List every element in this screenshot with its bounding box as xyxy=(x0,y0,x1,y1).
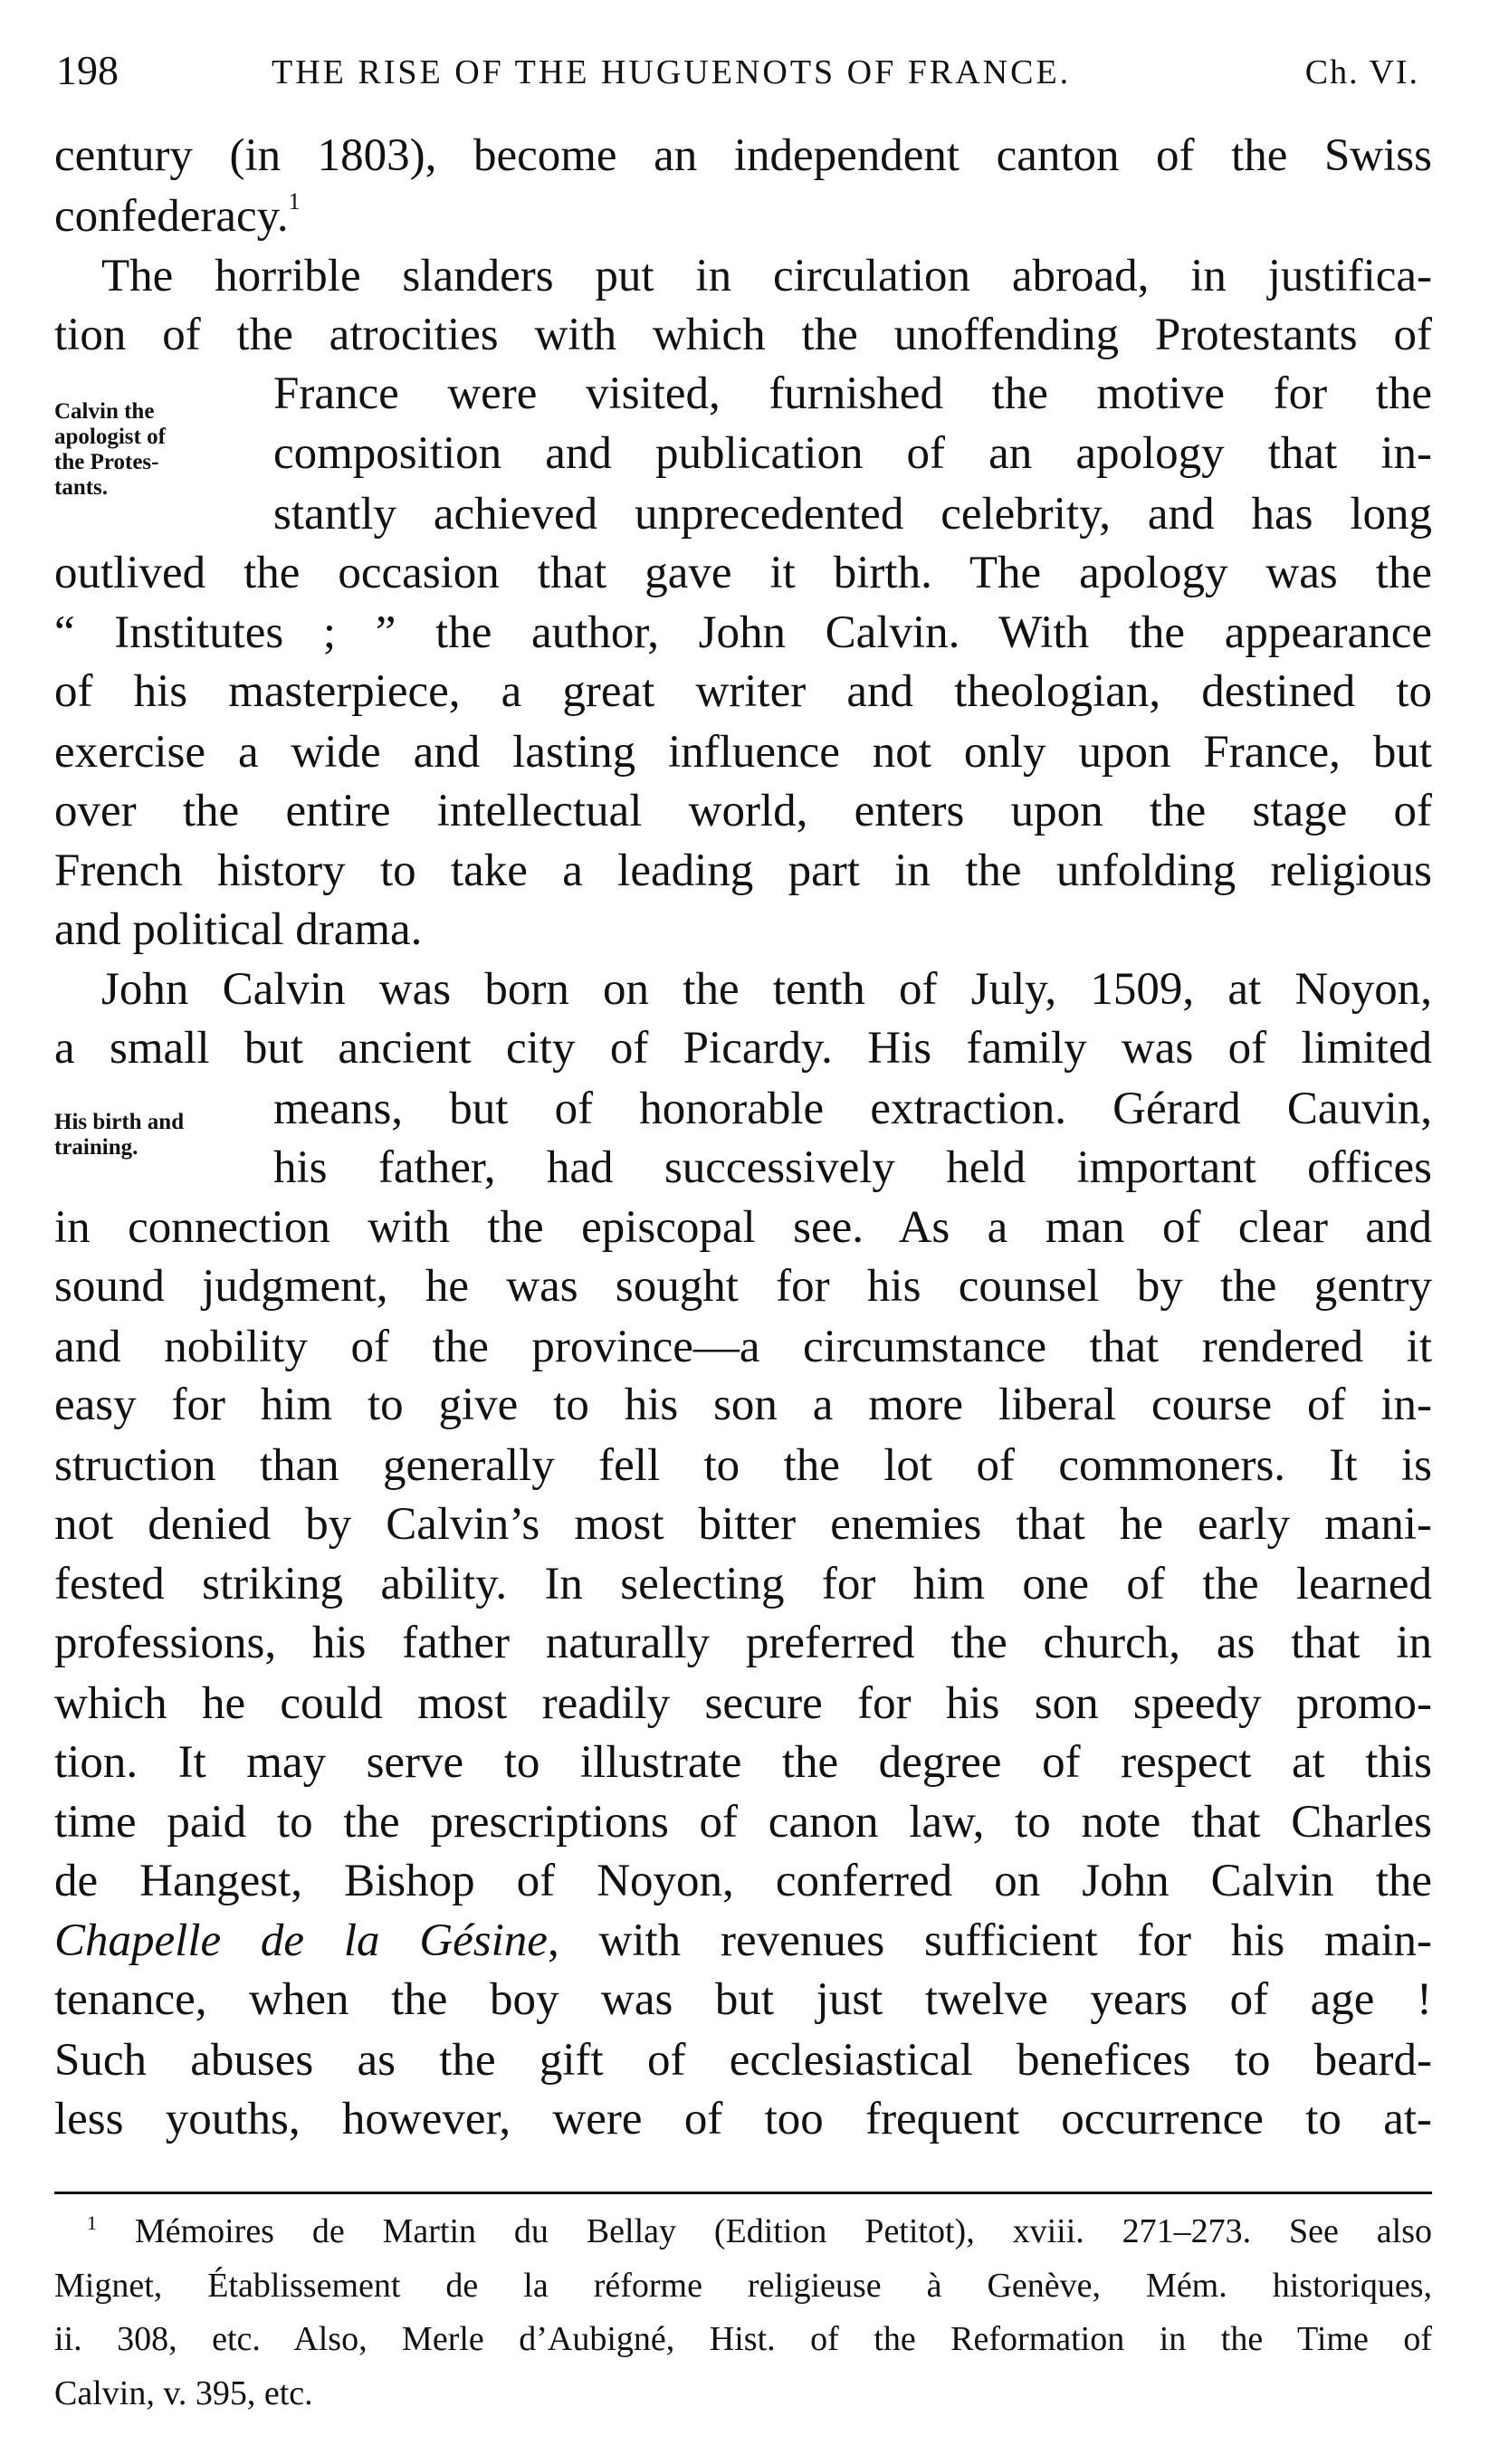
footnote-line: ii. 308, etc. Also, Merle d’Aubigné, Hist. of the Reformation in the Time of xyxy=(54,2320,1432,2358)
running-title: THE RISE OF THE HUGUENOTS OF FRANCE. xyxy=(272,53,1072,91)
footnote-marker: 1 xyxy=(87,2211,97,2234)
body-line: sound judgment, he was sought for his counsel by the gentry xyxy=(54,1261,1432,1312)
body-line: composition and publication of an apology that in- xyxy=(273,428,1432,479)
marginal-note-calvin: Calvin the apologist of the Protes- tants. xyxy=(54,399,166,500)
footnote-reference: 1 xyxy=(288,188,301,215)
body-line: means, but of honorable extraction. Gérard Cauvin, xyxy=(273,1084,1432,1134)
body-line: in connection with the episcopal see. As a man of clear and xyxy=(54,1202,1432,1253)
marginal-note-birth: His birth and training. xyxy=(54,1110,185,1160)
body-line: struction than generally fell to the lot of commoners. It is xyxy=(54,1440,1432,1491)
body-line: John Calvin was born on the tenth of July, 1509, at Noyon, xyxy=(101,964,1432,1015)
body-line: France were visited, furnished the motive for the xyxy=(273,368,1432,419)
body-line: French history to take a leading part in the unfolding religious xyxy=(54,845,1432,896)
body-line: The horrible slanders put in circulation abroad, in justifica- xyxy=(101,251,1432,301)
body-line: tenance, when the boy was but just twelve years of age ! xyxy=(54,1974,1432,2025)
chapter-label: Ch. VI. xyxy=(1304,53,1419,91)
body-line: and political drama. xyxy=(54,904,423,955)
body-line: which he could most readily secure for his son speedy promo- xyxy=(54,1678,1432,1729)
body-line: easy for him to give to his son a more liberal course of in- xyxy=(54,1380,1432,1430)
italic-title: Chapelle de la Gésine xyxy=(54,1915,548,1966)
body-line: not denied by Calvin’s most bitter enemies that he early mani- xyxy=(54,1499,1432,1550)
body-line: of his masterpiece, a great writer and theologian, destined to xyxy=(54,666,1432,717)
body-line: confederacy.$^1$ xyxy=(54,188,301,242)
body-line: century (in 1803), become an independent canton of the Swiss xyxy=(54,130,1432,181)
body-line: time paid to the prescriptions of canon law, to note that Charles xyxy=(54,1797,1432,1848)
running-head xyxy=(54,43,1427,98)
body-line: and nobility of the province—a circumstance that rendered it xyxy=(54,1322,1432,1372)
body-line: de Hangest, Bishop of Noyon, conferred on John Calvin the xyxy=(54,1856,1432,1906)
body-line: fested striking ability. In selecting for him one of the learned xyxy=(54,1559,1432,1609)
footnote-rule xyxy=(54,2192,1432,2194)
footnote-line: $^1$ Mémoires de Martin du Bellay (Edition Petitot), xviii. 271–273. See also xyxy=(87,2211,1432,2250)
footnote-line: Mignet, Établissement de la réforme religieuse à Genève, Mém. historiques, xyxy=(54,2267,1432,2305)
body-line: Such abuses as the gift of ecclesiastical benefices to beard- xyxy=(54,2035,1432,2086)
body-line: his father, had successively held important offices xyxy=(273,1142,1432,1193)
page-number: 198 xyxy=(56,47,119,93)
body-line: tion of the atrocities with which the unoffending Protestants of xyxy=(54,310,1432,360)
footnote-line: Calvin, v. 395, etc. xyxy=(54,2374,313,2412)
body-line: Chapelle de la Gésine, with revenues sufficient for his main- xyxy=(54,1915,1432,1966)
body-line: “ Institutes ; ” the author, John Calvin. With the appearance xyxy=(54,607,1432,658)
body-line: less youths, however, were of too frequent occurrence to at- xyxy=(54,2094,1432,2144)
body-line: tion. It may serve to illustrate the degree of respect at this xyxy=(54,1737,1432,1788)
body-line: a small but ancient city of Picardy. His family was of limited xyxy=(54,1023,1432,1074)
body-line: over the entire intellectual world, enters upon the stage of xyxy=(54,786,1432,836)
body-line: stantly achieved unprecedented celebrity, and has long xyxy=(273,489,1432,540)
body-line: professions, his father naturally preferred the church, as that in xyxy=(54,1618,1432,1668)
body-line: exercise a wide and lasting influence not only upon France, but xyxy=(54,727,1432,778)
body-line: outlived the occasion that gave it birth. The apology was the xyxy=(54,548,1432,598)
